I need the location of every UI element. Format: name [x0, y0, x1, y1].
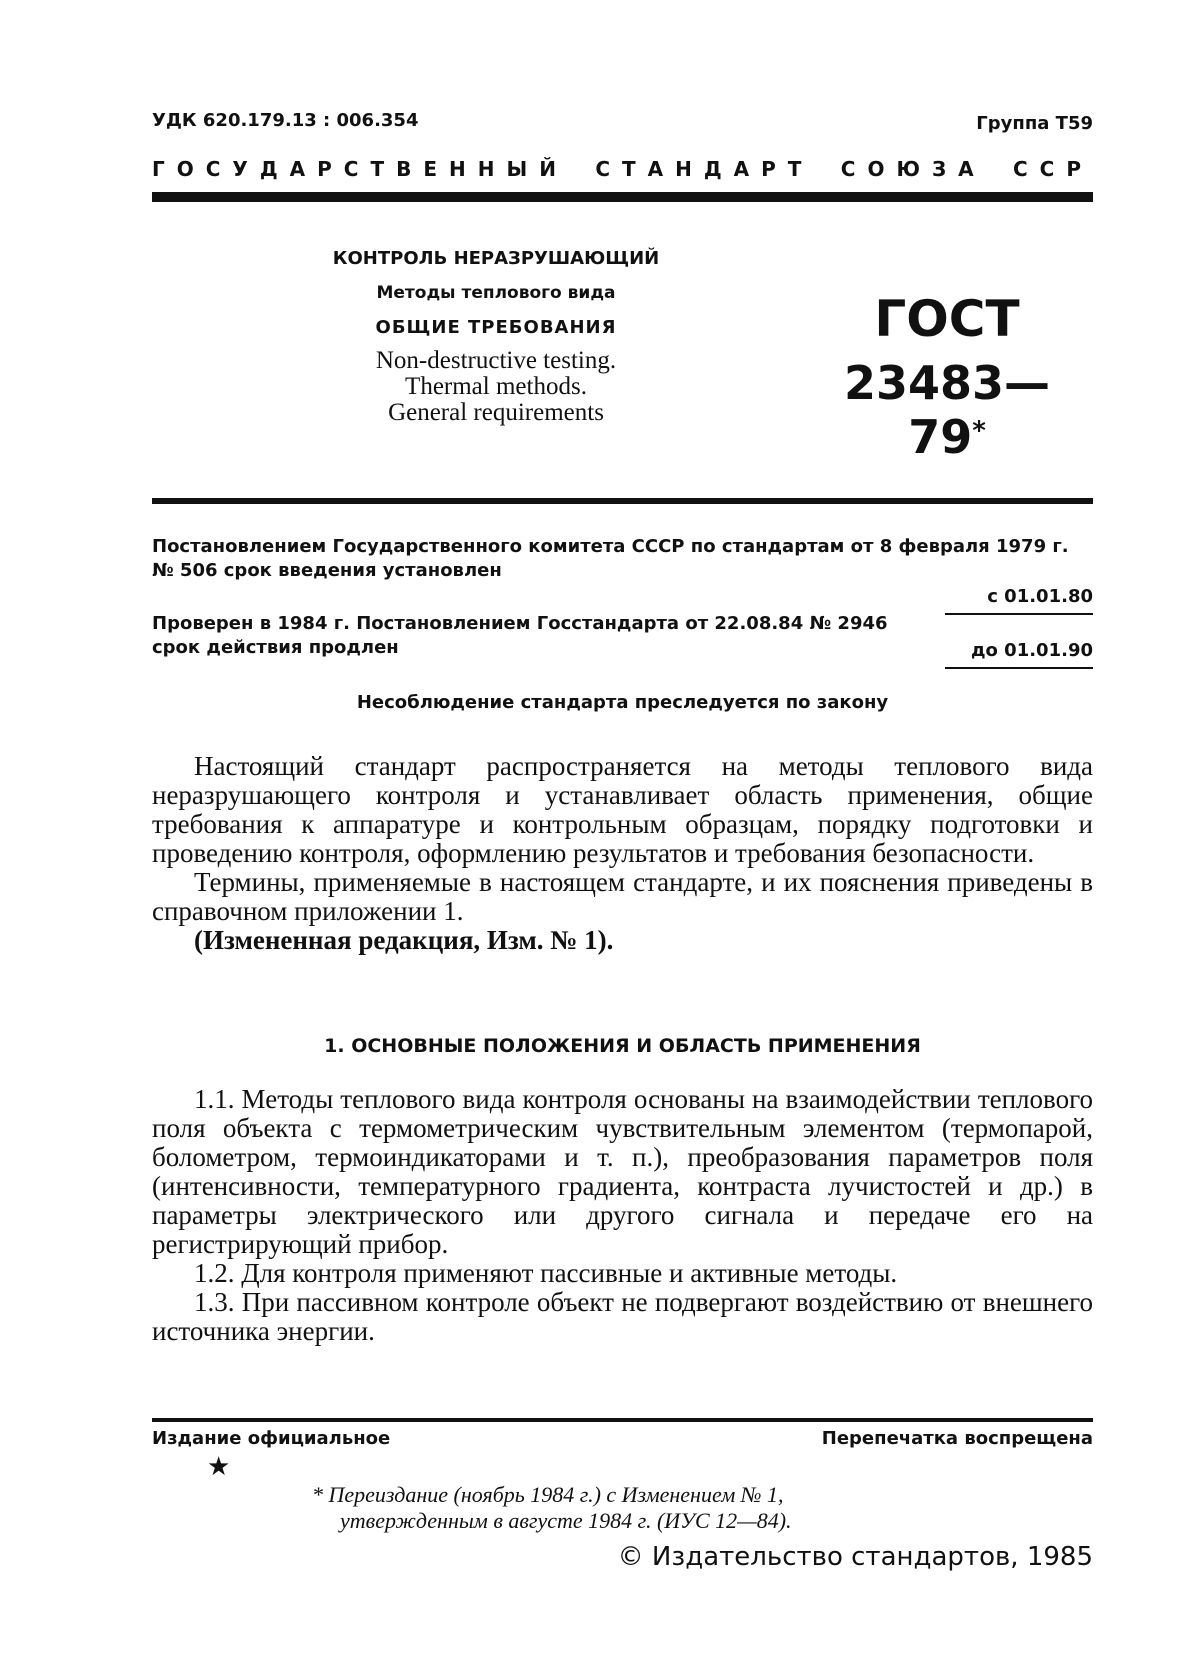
top-rule	[152, 192, 1093, 202]
english-title-2: Thermal methods.	[405, 373, 587, 400]
english-title-1: Non-destructive testing.	[375, 347, 617, 374]
amendment-note: (Измененная редакция, Изм. № 1).	[194, 925, 614, 955]
group-code: Группа Т59	[976, 113, 1093, 134]
state-standard-banner	[152, 157, 1093, 181]
title-block	[296, 248, 696, 426]
footnote-line-2: утвержденным в августе 1984 г. (ИУС 12—84).	[340, 1508, 792, 1533]
official-edition-label: Издание официальное	[152, 1428, 391, 1449]
introduction	[152, 752, 1093, 955]
validity-date: до 01.01.90	[971, 640, 1093, 661]
english-title-3: General requirements	[388, 399, 604, 426]
title-line-1: КОНТРОЛЬ НЕРАЗРУШАЮЩИЙ	[332, 248, 660, 269]
validity-date-underline	[945, 667, 1093, 669]
checked-text: Проверен в 1984 г. Постановлением Госстандарта от 22.08.84 № 2946 срок действия продлен	[152, 613, 888, 658]
middle-rule	[152, 498, 1093, 504]
gost-number-text: 23483—79	[843, 356, 1051, 464]
udk-code: УДК 620.179.13 : 006.354	[152, 110, 419, 131]
clause-1-3: 1.3. При пассивном контроле объект не подвергают воздействию от внешнего источника энергии.	[152, 1287, 1093, 1346]
section-1-body	[152, 1085, 1093, 1346]
violation-notice: Несоблюдение стандарта преследуется по закону	[356, 692, 889, 713]
banner-word-3: СОЮЗА	[840, 157, 986, 181]
introduction-date: с 01.01.80	[987, 586, 1093, 607]
introduction-date-underline	[945, 613, 1093, 615]
reprint-prohibited-label: Перепечатка воспрещена	[821, 1428, 1093, 1449]
banner-word-4: ССР	[1012, 157, 1093, 181]
section-1-heading: 1. ОСНОВНЫЕ ПОЛОЖЕНИЯ И ОБЛАСТЬ ПРИМЕНЕНИЯ	[324, 1035, 921, 1057]
reissue-footnote	[312, 1482, 1012, 1534]
publisher-copyright: © Издательство стандартов, 1985	[617, 1542, 1093, 1572]
banner-word-1: ГОСУДАРСТВЕННЫЙ	[152, 157, 568, 181]
intro-paragraph-1: Настоящий стандарт распространяется на методы теплового вида неразрушающего контроля и устанавливает область применения, общие требования к аппаратуре и контрольным образцам, порядку подготовки и проведению контроля, оформлению результатов и требования безопасности.	[152, 751, 1093, 868]
clause-1-2: 1.2. Для контроля применяют пассивные и активные методы.	[194, 1258, 898, 1288]
footnote-line-1: * Переиздание (ноябрь 1984 г.) с Изменением № 1,	[312, 1482, 784, 1507]
title-line-3: ОБЩИЕ ТРЕБОВАНИЯ	[375, 317, 617, 338]
intro-paragraph-2: Термины, применяемые в настоящем стандарте, и их пояснения приведены в справочном приложении 1.	[152, 867, 1093, 926]
bottom-rule	[152, 1418, 1093, 1422]
title-line-2: Методы теплового вида	[376, 283, 616, 303]
reissue-mark: *	[972, 416, 986, 446]
gost-label: ГОСТ	[874, 290, 1020, 348]
star-icon: ★	[207, 1452, 231, 1482]
clause-1-1: 1.1. Методы теплового вида контроля основаны на взаимодействии теплового поля объекта с термометрическим чувствительным элементом (термопарой, болометром, термоиндикаторами и т. п.), преобразования параметров поля (интенсивности, температурного градиента, контраста лучистостей и др.) в параметры электрического или другого сигнала и передаче его на регистрирующий прибор.	[152, 1084, 1093, 1259]
decree-text: Постановлением Государственного комитета СССР по стандартам от 8 февраля 1979 г. № 506 срок введения установлен	[152, 536, 1069, 581]
gost-number	[822, 356, 1072, 464]
banner-word-2: СТАНДАРТ	[595, 157, 814, 181]
